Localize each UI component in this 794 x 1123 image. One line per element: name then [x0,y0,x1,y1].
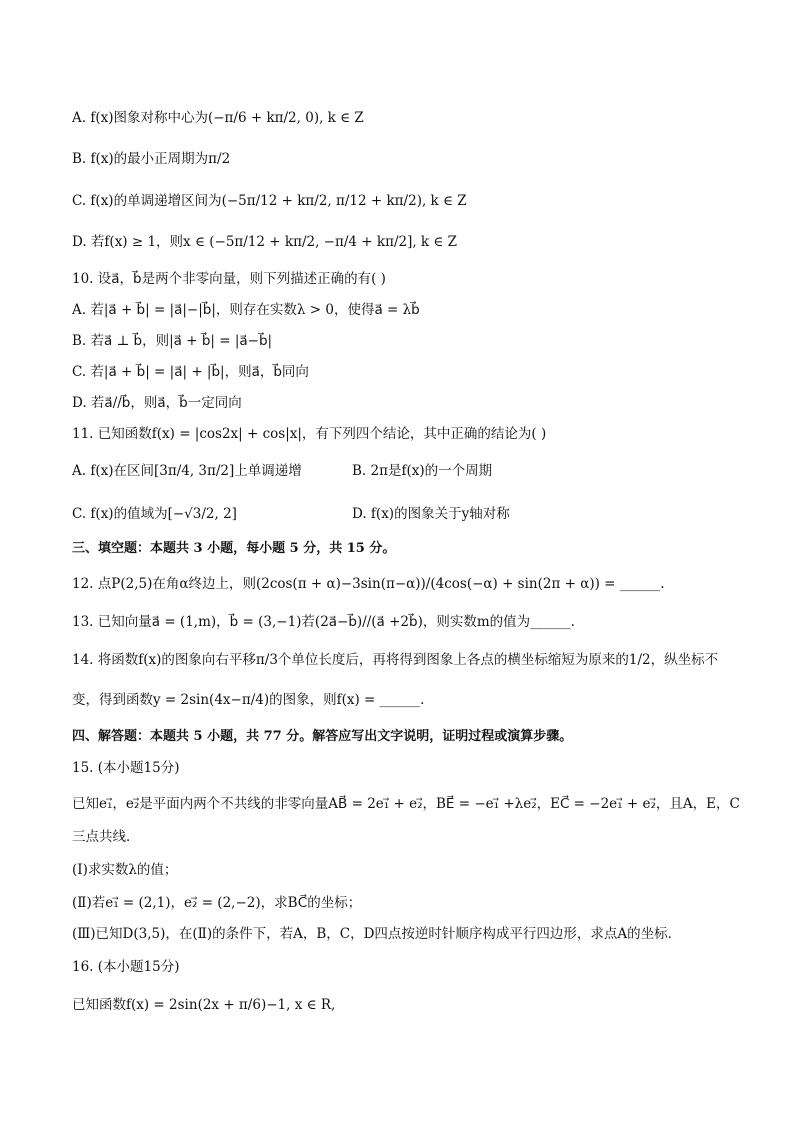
q10-stem: 10. 设a⃗，b⃗是两个非零向量，则下列描述正确的有( ) [72,271,386,287]
q10-option-c: C. 若|a⃗ + b⃗| = |a⃗| + |b⃗|，则a⃗，b⃗同向 [72,364,309,380]
q9-option-d: D. 若f(x) ≥ 1，则x ∈ (−5π/12 + kπ/2, −π/4 + kπ/2], k ∈ Z [72,234,458,250]
q15-title: 15. (本小题15分) [72,760,180,776]
q16-title: 16. (本小题15分) [72,959,180,975]
q11-option-c: C. f(x)的值域为[−√3/2, 2] [72,506,237,522]
q9-option-b: B. f(x)的最小正周期为π/2 [72,151,231,167]
section-heading-answers: 四、解答题：本题共 5 小题，共 77 分。解答应写出文字说明，证明过程或演算步骤。 [72,729,573,744]
q16-line-1: 已知函数f(x) = 2sin(2x + π/6)−1, x ∈ R, [72,997,336,1013]
q10-option-d: D. 若a⃗//b⃗，则a⃗，b⃗一定同向 [72,395,242,411]
q13-text: 13. 已知向量a⃗ = (1,m)，b⃗ = (3,−1)若(2a⃗−b⃗)//(a⃗ +2b⃗)，则实数m的值为______. [72,614,575,630]
q15-part-1: (Ⅰ)求实数λ的值； [72,862,178,878]
q11-option-a: A. f(x)在区间[3π/4, 3π/2]上单调递增 [72,463,302,479]
q11-option-b: B. 2π是f(x)的一个周期 [352,463,493,479]
section-heading-fill-in: 三、填空题：本题共 3 小题，每小题 5 分，共 15 分。 [72,541,396,556]
q11-option-d: D. f(x)的图象关于y轴对称 [352,506,510,522]
q14-line-1: 14. 将函数f(x)的图象向右平移π/3个单位长度后，再将得到图象上各点的横坐标缩短为原来的1/2，纵坐标不 [72,652,719,668]
q9-option-a: A. f(x)图象对称中心为(−π/6 + kπ/2, 0), k ∈ Z [72,110,364,126]
q15-line-1: 已知e₁⃗，e₂⃗是平面内两个不共线的非零向量AB⃗ = 2e₁⃗ + e₂⃗，BE⃗ = −e₁⃗ +λe₂⃗，EC⃗ = −2e₁⃗ + e₂⃗，且A，E，C [72,796,740,812]
q9-option-c: C. f(x)的单调递增区间为(−5π/12 + kπ/2, π/12 + kπ/2), k ∈ Z [72,193,467,209]
q15-part-2: (Ⅱ)若e₁⃗ = (2,1)，e₂⃗ = (2,−2)，求BC⃗的坐标； [72,895,362,911]
q15-part-3: (Ⅲ)已知D(3,5)，在(Ⅱ)的条件下，若A，B，C，D四点按逆时针顺序构成平行四边形，求点A的坐标． [72,926,682,942]
q14-line-2: 变，得到函数y = 2sin(4x−π/4)的图象，则f(x) = ______. [72,692,425,708]
q15-line-2: 三点共线． [72,829,140,845]
q10-option-a: A. 若|a⃗ + b⃗| = |a⃗|−|b⃗|，则存在实数λ > 0，使得a⃗ = λb⃗ [72,302,420,318]
q11-stem: 11. 已知函数f(x) = |cos2x| + cos|x|，有下列四个结论，其中正确的结论为( ) [72,426,547,442]
q10-option-b: B. 若a⃗ ⊥ b⃗，则|a⃗ + b⃗| = |a⃗−b⃗| [72,333,273,349]
q12-text: 12. 点P(2,5)在角α终边上，则(2cos(π + α)−3sin(π−α))/(4cos(−α) + sin(2π + α)) = ______. [72,576,665,592]
